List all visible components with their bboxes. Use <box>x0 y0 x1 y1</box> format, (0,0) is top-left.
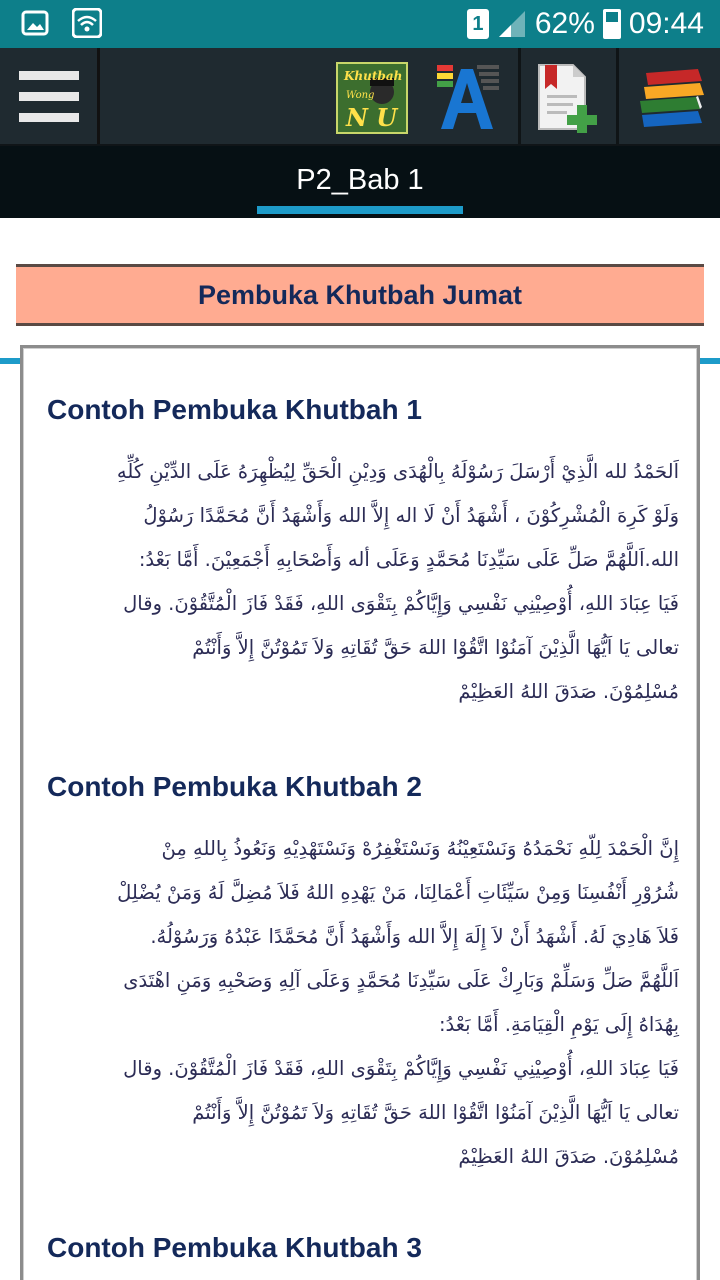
arabic-line: تعالى يَا اَيُّهَا الَّذِيْنَ آمَنُوْا اتَّقُوْا اللهَ حَقَّ تُقَاتِهِ وَلاَ تَمُوْتُنَّ إِلاَّ وَأَنْتُمْ <box>192 636 679 659</box>
page-title: Pembuka Khutbah Jumat <box>197 279 523 310</box>
app-bar <box>0 48 720 146</box>
bookmark-add-button[interactable] <box>530 62 602 134</box>
tab-selected-indicator <box>257 206 463 214</box>
arabic-line: اَلحَمْدُ لله الَّذِيْ أَرْسَلَ رَسُوْلَهُ بِالْهُدَى وَدِيْنِ الْحَقِّ لِيُظْهِرَهُ عَلَى الدِّيْنِ كُلِّهِ <box>116 460 679 483</box>
menu-button[interactable] <box>0 48 100 144</box>
svg-text:Khutbah: Khutbah <box>344 69 403 83</box>
app-logo-icon <box>336 62 408 134</box>
app-logo-button[interactable] <box>336 62 408 134</box>
sim-icon <box>467 9 489 39</box>
section-heading: Contoh Pembuka Khutbah 3 <box>47 1232 422 1263</box>
section-heading: Contoh Pembuka Khutbah 1 <box>47 394 422 425</box>
status-left <box>20 8 102 38</box>
menu-icon-bar <box>19 92 79 101</box>
arabic-line: فَيَا عِبَادَ اللهِ، أُوْصِيْنِي نَفْسِي وَإِيَّاكُمْ بِتَقْوَى اللهِ، فَقَدْ فَازَ الْمُتَّقُوْنَ. وقال <box>123 1057 679 1080</box>
battery-percent: 62% <box>534 7 595 40</box>
status-right <box>467 6 704 42</box>
menu-icon <box>19 71 79 80</box>
arabic-line: الله.اَللَّهُمَّ صَلِّ عَلَى سَيِّدِنَا مُحَمَّدٍ وَعَلَى أله وَأَصْحَابِهِ أَجْمَعِيْنَ. أَمَّا بَعْدُ: <box>138 548 679 571</box>
library-button[interactable] <box>636 62 708 134</box>
status-bar <box>0 0 720 48</box>
arabic-line: تعالى يَا اَيُّهَا الَّذِيْنَ آمَنُوْا اتَّقُوْا اللهَ حَقَّ تُقَاتِهِ وَلاَ تَمُوْتُنَّ إِلاَّ وَأَنْتُمْ <box>192 1101 679 1124</box>
arabic-line: فَلاَ هَادِيَ لَهُ. أَشْهَدُ أَنْ لاَ إِلَهَ إِلاَّ الله وَأَشْهَدُ أَنَّ مُحَمَّدًا عَبْدُهُ وَرَسُوْلُهُ. <box>150 925 679 948</box>
arabic-line: فَيَا عِبَادَ اللهِ، أُوْصِيْنِي نَفْسِي وَإِيَّاكُمْ بِتَقْوَى اللهِ، فَقَدْ فَازَ الْمُتَّقُوْنَ. وقال <box>123 592 679 615</box>
page-title-box <box>16 264 704 326</box>
arabic-line: وَلَوْ كَرِهَ الْمُشْرِكُوْنَ ، أَشْهَدُ أَنْ لَا اله إِلاَّ الله وَأَشْهَدُ أَنَّ مُحَمَّدًا رَسُوْلُ <box>143 504 679 527</box>
svg-text:Wong: Wong <box>346 90 375 101</box>
font-size-icon <box>433 63 503 133</box>
arabic-line: بِهُدَاهُ إِلَى يَوْمِ الْقِيَامَةِ. أَمَّا بَعْدُ: <box>438 1013 679 1036</box>
sim-label: 1 <box>472 12 484 35</box>
books-icon <box>636 65 708 131</box>
tab-p2-bab-1[interactable]: P2_Bab 1 <box>296 164 424 196</box>
arabic-line: إِنَّ الْحَمْدَ لِلّهِ نَحْمَدُهُ وَنَسْتَعِيْنُهُ وَنَسْتَغْفِرُهْ وَنَسْتَهْدِيْهِ وَنَعُوذُ بِاللهِ مِنْ <box>161 837 679 860</box>
tab-bar <box>0 146 720 218</box>
battery-charging-icon <box>603 9 621 39</box>
font-size-button[interactable] <box>432 62 504 134</box>
arabic-text <box>47 450 679 714</box>
svg-text:N U: N U <box>346 103 398 132</box>
arabic-line: اَللَّهُمَّ صَلِّ وَسَلِّمْ وَبَارِكْ عَلَى سَيِّدِنَا مُحَمَّدٍ وَعَلَى آلِهِ وَصَحْبِهِ وَمَنِ اهْتَدَى <box>123 969 679 992</box>
arabic-line: مُسْلِمُوْنَ. صَدَقَ اللهُ العَظِيْمْ <box>458 1145 679 1168</box>
content-card <box>20 345 700 1280</box>
arabic-text <box>47 827 679 1179</box>
arabic-line: شُرُوْرِ أَنْفُسِنَا وَمِنْ سَيِّئَاتِ أَعْمَالِنَا، مَنْ يَهْدِهِ اللهُ فَلاَ مُضِلَّ لَهُ وَمَنْ يُضْلِلْ <box>117 881 679 904</box>
section-1 <box>47 392 679 714</box>
section-3 <box>47 1230 679 1266</box>
image-notification-icon <box>20 8 50 38</box>
clock: 09:44 <box>628 7 704 40</box>
section-2 <box>47 769 679 1179</box>
toolbar-divider <box>616 48 619 144</box>
toolbar-divider <box>518 48 521 144</box>
wifi-icon <box>72 8 102 38</box>
section-heading: Contoh Pembuka Khutbah 2 <box>47 771 422 802</box>
signal-icon <box>497 9 527 39</box>
menu-icon-bar <box>19 113 79 122</box>
arabic-line: مُسْلِمُوْنَ. صَدَقَ اللهُ العَظِيْمْ <box>458 680 679 703</box>
bookmark-add-icon <box>533 63 599 133</box>
